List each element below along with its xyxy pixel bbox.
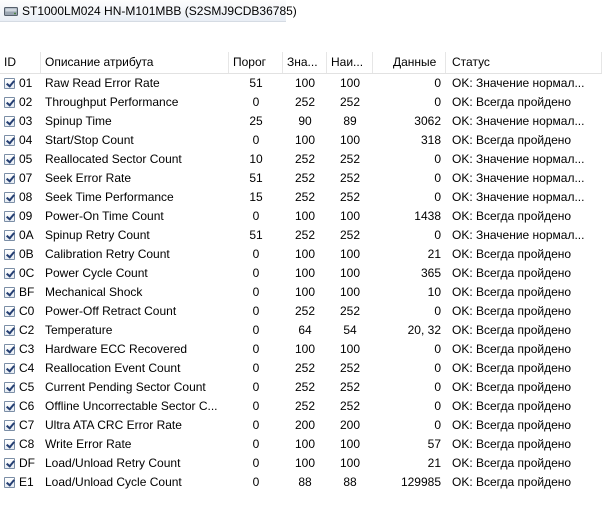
attribute-raw-data: 0 xyxy=(434,399,441,413)
attribute-raw-data: 10 xyxy=(427,285,441,299)
attribute-threshold: 0 xyxy=(252,418,260,432)
attribute-name: Load/Unload Cycle Count xyxy=(45,475,182,489)
attribute-name: Load/Unload Retry Count xyxy=(45,456,181,470)
attribute-id: 01 xyxy=(19,76,33,90)
attribute-value: 90 xyxy=(298,114,312,128)
row-checkbox[interactable] xyxy=(4,363,15,374)
row-id-cell xyxy=(0,359,41,378)
attribute-id: C5 xyxy=(19,380,35,394)
row-id-cell xyxy=(0,226,41,245)
attribute-id: BF xyxy=(19,285,35,299)
attribute-name: Throughput Performance xyxy=(45,95,179,109)
attribute-raw-data: 20, 32 xyxy=(407,323,441,337)
attribute-status: OK: Всегда пройдено xyxy=(452,342,572,356)
attribute-raw-data: 0 xyxy=(434,228,441,242)
attribute-worst: 100 xyxy=(339,456,361,470)
attribute-name: Current Pending Sector Count xyxy=(45,380,206,394)
attribute-status: OK: Всегда пройдено xyxy=(452,209,572,223)
attribute-value: 252 xyxy=(294,380,316,394)
attribute-value: 252 xyxy=(294,399,316,413)
table-row[interactable] xyxy=(0,378,602,397)
attribute-worst: 100 xyxy=(339,285,361,299)
column-header-threshold[interactable]: Порог xyxy=(229,52,283,73)
attribute-status: OK: Значение нормал... xyxy=(452,190,585,204)
table-row[interactable] xyxy=(0,264,602,283)
attribute-raw-data: 0 xyxy=(434,418,441,432)
attribute-value: 88 xyxy=(298,475,312,489)
attribute-value: 100 xyxy=(294,133,316,147)
row-id-cell xyxy=(0,74,41,93)
table-row[interactable] xyxy=(0,340,602,359)
drive-title: ST1000LM024 HN-M101MBB (S2SMJ9CDB36785) xyxy=(22,3,297,18)
column-header-status[interactable]: Статус xyxy=(446,52,602,73)
attribute-status: OK: Всегда пройдено xyxy=(452,304,572,318)
attribute-value: 100 xyxy=(294,456,316,470)
row-checkbox[interactable] xyxy=(4,306,15,317)
attribute-status: OK: Всегда пройдено xyxy=(452,456,572,470)
table-row[interactable] xyxy=(0,321,602,340)
attribute-threshold: 0 xyxy=(252,285,260,299)
attribute-worst: 100 xyxy=(339,76,361,90)
row-checkbox[interactable] xyxy=(4,287,15,298)
row-checkbox[interactable] xyxy=(4,458,15,469)
attribute-name: Offline Uncorrectable Sector C... xyxy=(45,399,218,413)
attribute-worst: 252 xyxy=(339,152,361,166)
attribute-value: 100 xyxy=(294,437,316,451)
attribute-raw-data: 0 xyxy=(434,76,441,90)
attribute-raw-data: 318 xyxy=(420,133,441,147)
smart-attributes-table xyxy=(0,52,602,492)
attribute-id: C4 xyxy=(19,361,35,375)
table-row[interactable] xyxy=(0,454,602,473)
attribute-id: C6 xyxy=(19,399,35,413)
attribute-name: Mechanical Shock xyxy=(45,285,143,299)
row-id-cell xyxy=(0,378,41,397)
attribute-worst: 252 xyxy=(339,190,361,204)
attribute-worst: 252 xyxy=(339,304,361,318)
row-id-cell xyxy=(0,245,41,264)
attribute-threshold: 51 xyxy=(249,171,263,185)
attribute-threshold: 0 xyxy=(252,209,260,223)
table-row[interactable] xyxy=(0,359,602,378)
attribute-worst: 100 xyxy=(339,266,361,280)
attribute-status: OK: Всегда пройдено xyxy=(452,323,572,337)
attribute-name: Reallocated Sector Count xyxy=(45,152,182,166)
row-id-cell xyxy=(0,93,41,112)
attribute-id: 0A xyxy=(19,228,34,242)
attribute-threshold: 0 xyxy=(252,247,260,261)
table-row[interactable] xyxy=(0,302,602,321)
row-checkbox[interactable] xyxy=(4,97,15,108)
row-id-cell xyxy=(0,302,41,321)
attribute-worst: 200 xyxy=(339,418,361,432)
row-checkbox[interactable] xyxy=(4,135,15,146)
row-checkbox[interactable] xyxy=(4,116,15,127)
attribute-name: Power-Off Retract Count xyxy=(45,304,177,318)
attribute-name: Temperature xyxy=(45,323,113,337)
attribute-id: C0 xyxy=(19,304,35,318)
attribute-id: 05 xyxy=(19,152,33,166)
attribute-name: Reallocation Event Count xyxy=(45,361,181,375)
attribute-id: 0C xyxy=(19,266,35,280)
attribute-threshold: 0 xyxy=(252,342,260,356)
attribute-value: 252 xyxy=(294,171,316,185)
table-row[interactable] xyxy=(0,93,602,112)
row-id-cell xyxy=(0,188,41,207)
attribute-threshold: 51 xyxy=(249,228,263,242)
attribute-name: Seek Time Performance xyxy=(45,190,174,204)
attribute-threshold: 0 xyxy=(252,380,260,394)
table-row[interactable] xyxy=(0,416,602,435)
attribute-threshold: 0 xyxy=(252,361,260,375)
attribute-id: 07 xyxy=(19,171,33,185)
attribute-threshold: 25 xyxy=(249,114,263,128)
attribute-worst: 252 xyxy=(339,399,361,413)
table-row[interactable] xyxy=(0,74,602,93)
table-row[interactable] xyxy=(0,283,602,302)
attribute-value: 100 xyxy=(294,209,316,223)
attribute-id: 04 xyxy=(19,133,33,147)
table-row[interactable] xyxy=(0,435,602,454)
attribute-status: OK: Всегда пройдено xyxy=(452,399,572,413)
attribute-value: 252 xyxy=(294,361,316,375)
attribute-threshold: 0 xyxy=(252,266,260,280)
attribute-status: OK: Всегда пройдено xyxy=(452,133,572,147)
attribute-worst: 252 xyxy=(339,95,361,109)
column-header-id[interactable]: ID xyxy=(0,52,41,73)
row-id-cell xyxy=(0,112,41,131)
table-row[interactable] xyxy=(0,473,602,492)
attribute-name: Power Cycle Count xyxy=(45,266,148,280)
attribute-name: Raw Read Error Rate xyxy=(45,76,160,90)
row-checkbox[interactable] xyxy=(4,173,15,184)
attribute-value: 100 xyxy=(294,76,316,90)
row-id-cell xyxy=(0,169,41,188)
attribute-status: OK: Всегда пройдено xyxy=(452,380,572,394)
attribute-name: Power-On Time Count xyxy=(45,209,164,223)
attribute-worst: 89 xyxy=(343,114,357,128)
attribute-status: OK: Значение нормал... xyxy=(452,152,585,166)
attribute-id: C8 xyxy=(19,437,35,451)
attribute-status: OK: Всегда пройдено xyxy=(452,475,572,489)
attribute-id: 02 xyxy=(19,95,33,109)
attribute-value: 100 xyxy=(294,247,316,261)
table-row[interactable] xyxy=(0,131,602,150)
attribute-status: OK: Всегда пройдено xyxy=(452,266,572,280)
attribute-worst: 252 xyxy=(339,380,361,394)
attribute-value: 100 xyxy=(294,285,316,299)
attribute-value: 252 xyxy=(294,95,316,109)
attribute-raw-data: 129985 xyxy=(400,475,441,489)
table-row[interactable] xyxy=(0,207,602,226)
attribute-raw-data: 21 xyxy=(427,456,441,470)
row-checkbox[interactable] xyxy=(4,211,15,222)
attribute-name: Start/Stop Count xyxy=(45,133,134,147)
row-id-cell xyxy=(0,435,41,454)
row-id-cell xyxy=(0,150,41,169)
column-header-name[interactable]: Описание атрибута xyxy=(41,52,229,73)
attribute-value: 64 xyxy=(298,323,312,337)
attribute-status: OK: Значение нормал... xyxy=(452,171,585,185)
attribute-name: Seek Error Rate xyxy=(45,171,132,185)
attribute-id: C3 xyxy=(19,342,35,356)
attribute-raw-data: 0 xyxy=(434,342,441,356)
row-id-cell xyxy=(0,283,41,302)
row-id-cell xyxy=(0,340,41,359)
attribute-worst: 54 xyxy=(343,323,357,337)
row-checkbox[interactable] xyxy=(4,325,15,336)
table-row[interactable] xyxy=(0,226,602,245)
row-id-cell xyxy=(0,131,41,150)
attribute-name: Hardware ECC Recovered xyxy=(45,342,188,356)
attribute-raw-data: 0 xyxy=(434,304,441,318)
attribute-id: E1 xyxy=(19,475,34,489)
attribute-threshold: 10 xyxy=(249,152,263,166)
attribute-raw-data: 0 xyxy=(434,380,441,394)
attribute-worst: 100 xyxy=(339,247,361,261)
row-checkbox[interactable] xyxy=(4,230,15,241)
attribute-status: OK: Значение нормал... xyxy=(452,114,585,128)
table-body xyxy=(0,74,602,492)
attribute-worst: 100 xyxy=(339,133,361,147)
drive-tab[interactable] xyxy=(0,0,297,22)
row-checkbox[interactable] xyxy=(4,401,15,412)
row-id-cell xyxy=(0,454,41,473)
row-id-cell xyxy=(0,207,41,226)
attribute-threshold: 0 xyxy=(252,437,260,451)
row-id-cell xyxy=(0,264,41,283)
attribute-threshold: 0 xyxy=(252,456,260,470)
attribute-value: 252 xyxy=(294,152,316,166)
attribute-status: OK: Значение нормал... xyxy=(452,228,585,242)
attribute-threshold: 0 xyxy=(252,304,260,318)
row-checkbox[interactable] xyxy=(4,192,15,203)
row-checkbox[interactable] xyxy=(4,154,15,165)
row-id-cell xyxy=(0,473,41,492)
attribute-raw-data: 1438 xyxy=(414,209,441,223)
row-checkbox[interactable] xyxy=(4,268,15,279)
attribute-worst: 88 xyxy=(343,475,357,489)
table-header xyxy=(0,52,602,74)
row-id-cell xyxy=(0,321,41,340)
attribute-raw-data: 365 xyxy=(420,266,441,280)
row-id-cell xyxy=(0,397,41,416)
attribute-id: 08 xyxy=(19,190,33,204)
attribute-value: 252 xyxy=(294,304,316,318)
attribute-raw-data: 21 xyxy=(427,247,441,261)
column-header-value[interactable]: Зна... xyxy=(283,52,327,73)
row-checkbox[interactable] xyxy=(4,249,15,260)
attribute-worst: 100 xyxy=(339,209,361,223)
attribute-threshold: 0 xyxy=(252,133,260,147)
attribute-value: 100 xyxy=(294,342,316,356)
attribute-status: OK: Всегда пройдено xyxy=(452,361,572,375)
row-checkbox[interactable] xyxy=(4,344,15,355)
attribute-name: Ultra ATA CRC Error Rate xyxy=(45,418,182,432)
attribute-status: OK: Всегда пройдено xyxy=(452,437,572,451)
attribute-name: Spinup Retry Count xyxy=(45,228,150,242)
attribute-threshold: 51 xyxy=(249,76,263,90)
attribute-status: OK: Всегда пройдено xyxy=(452,247,572,261)
attribute-id: 03 xyxy=(19,114,33,128)
table-row[interactable] xyxy=(0,169,602,188)
attribute-id: DF xyxy=(19,456,35,470)
attribute-raw-data: 0 xyxy=(434,190,441,204)
attribute-worst: 100 xyxy=(339,342,361,356)
attribute-threshold: 0 xyxy=(252,475,260,489)
row-checkbox[interactable] xyxy=(4,439,15,450)
attribute-threshold: 15 xyxy=(249,190,263,204)
attribute-threshold: 0 xyxy=(252,95,260,109)
row-checkbox[interactable] xyxy=(4,477,15,488)
attribute-status: OK: Всегда пройдено xyxy=(452,285,572,299)
attribute-raw-data: 0 xyxy=(434,361,441,375)
table-row[interactable] xyxy=(0,150,602,169)
row-id-cell xyxy=(0,416,41,435)
attribute-raw-data: 3062 xyxy=(414,114,441,128)
table-row[interactable] xyxy=(0,188,602,207)
attribute-value: 200 xyxy=(294,418,316,432)
attribute-worst: 100 xyxy=(339,437,361,451)
column-header-raw-data[interactable]: Данные xyxy=(373,52,446,73)
attribute-status: OK: Всегда пройдено xyxy=(452,418,572,432)
row-checkbox[interactable] xyxy=(4,382,15,393)
attribute-threshold: 0 xyxy=(252,323,260,337)
attribute-name: Spinup Time xyxy=(45,114,112,128)
attribute-name: Write Error Rate xyxy=(45,437,132,451)
attribute-worst: 252 xyxy=(339,171,361,185)
attribute-id: 0B xyxy=(19,247,34,261)
attribute-raw-data: 0 xyxy=(434,152,441,166)
hard-drive-icon xyxy=(4,5,18,17)
table-row[interactable] xyxy=(0,397,602,416)
attribute-raw-data: 0 xyxy=(434,95,441,109)
row-checkbox[interactable] xyxy=(4,420,15,431)
attribute-name: Calibration Retry Count xyxy=(45,247,170,261)
attribute-status: OK: Значение нормал... xyxy=(452,76,585,90)
attribute-raw-data: 57 xyxy=(427,437,441,451)
attribute-worst: 252 xyxy=(339,228,361,242)
attribute-value: 252 xyxy=(294,190,316,204)
row-checkbox[interactable] xyxy=(4,78,15,89)
table-row[interactable] xyxy=(0,112,602,131)
attribute-id: 09 xyxy=(19,209,33,223)
attribute-raw-data: 0 xyxy=(434,171,441,185)
attribute-value: 252 xyxy=(294,228,316,242)
table-row[interactable] xyxy=(0,245,602,264)
attribute-worst: 252 xyxy=(339,361,361,375)
attribute-status: OK: Всегда пройдено xyxy=(452,95,572,109)
column-header-worst[interactable]: Наи... xyxy=(327,52,373,73)
attribute-value: 100 xyxy=(294,266,316,280)
attribute-threshold: 0 xyxy=(252,399,260,413)
attribute-id: C7 xyxy=(19,418,35,432)
attribute-id: C2 xyxy=(19,323,35,337)
